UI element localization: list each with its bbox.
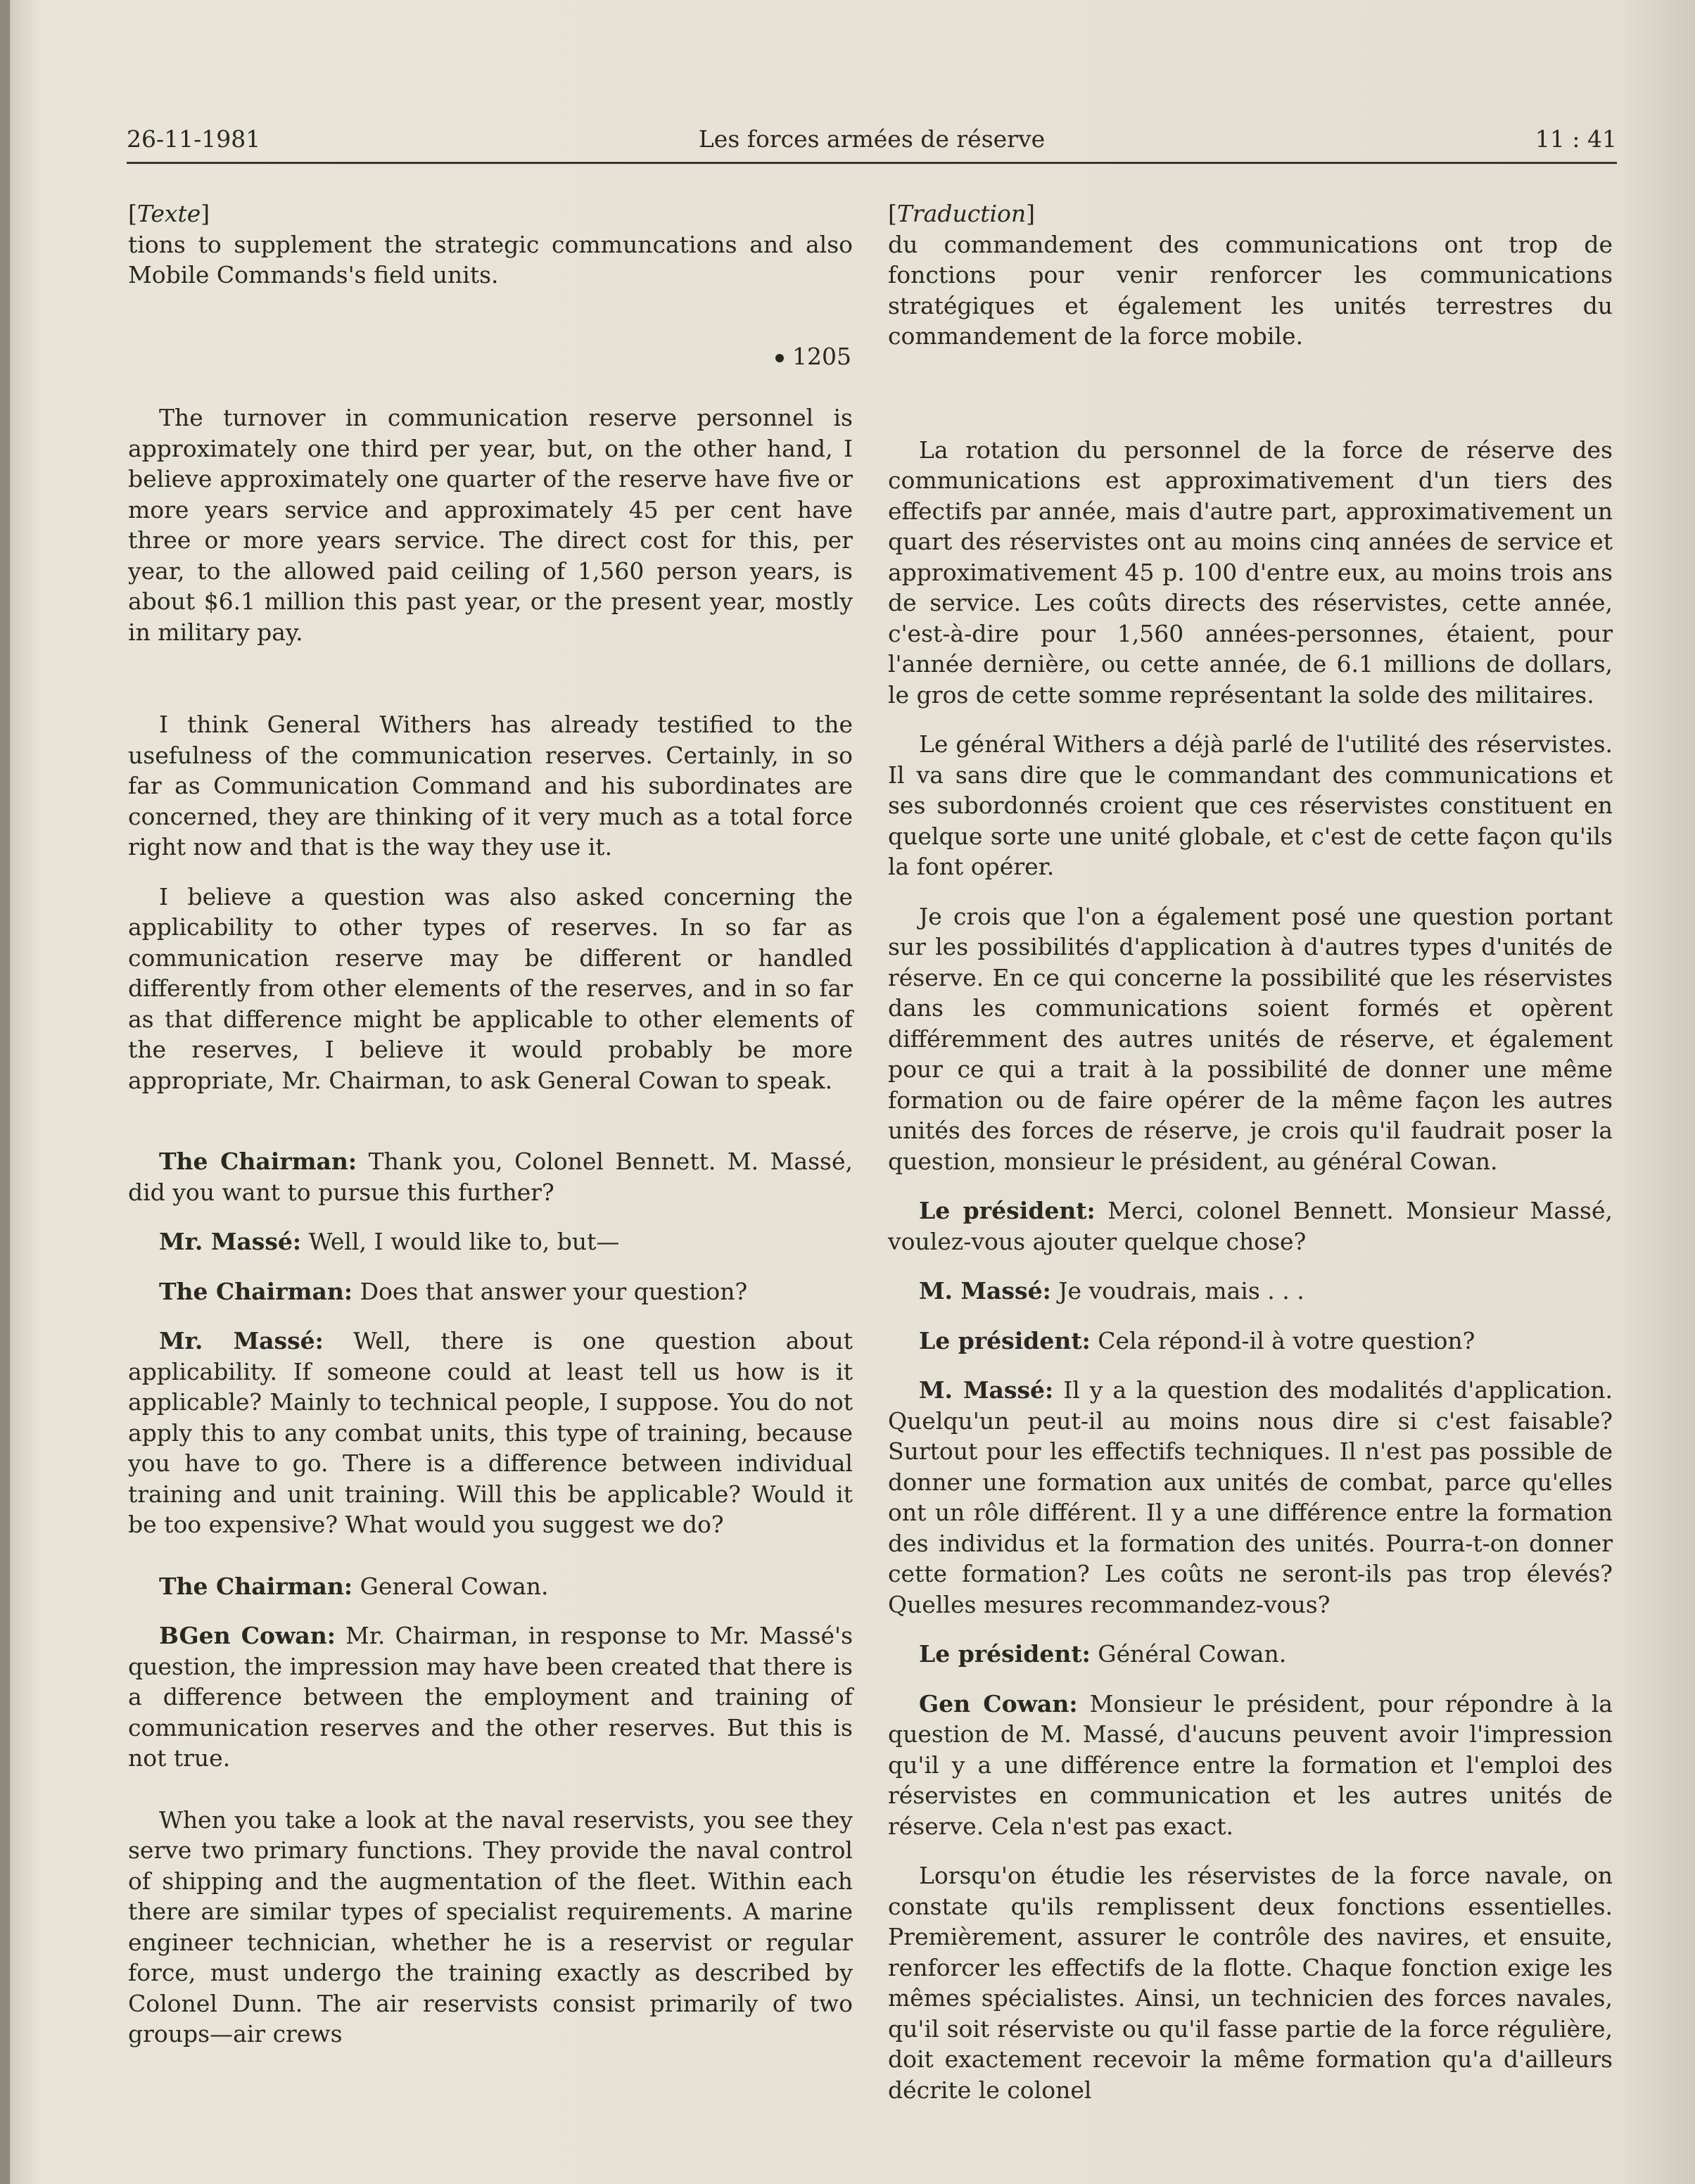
speaker-name: M. Massé:	[919, 1376, 1054, 1404]
speaker-turn: The Chairman: General Cowan.	[159, 1572, 549, 1600]
speaker-turn: The Chairman: Thank you, Colonel Bennett. M. Massé, did you want to pursue this further?	[128, 1148, 853, 1206]
speaker-turn: M. Massé: Il y a la question des modalités d'application. Quelqu'un peut-il au moins nous dire si c'est faisable? Surtout pour les effectifs techniques. Il n'est pas possible de donner une formation aux unités de combat, parce qu'elles ont un rôle différent. Il y a une différence entre la formation des individus et la formation des unités. Pourra-t-on donner cette formation? Les coûts ne seront-ils pas trop élevés? Quelles mesures recommandez-vous?	[888, 1376, 1613, 1618]
language-label-texte: [Texte]	[128, 200, 210, 227]
paragraph: Le général Withers a déjà parlé de l'utilité des réservistes. Il va sans dire que le commandant des communications et ses subordonnés croient que ces réservistes constituent en quelque sorte une unité globale, et c'est de cette façon qu'ils la font opérer.	[888, 730, 1613, 880]
speaker-turn: Mr. Massé: Well, I would like to, but—	[159, 1228, 620, 1255]
speaker-name: Gen Cowan:	[919, 1689, 1078, 1718]
language-label-traduction: [Traduction]	[888, 200, 1036, 227]
header-title: Les forces armées de réserve	[698, 125, 1046, 153]
paragraph: When you take a look at the naval reservists, you see they serve two primary functions. They provide the naval control of shipping and the augmentation of the fleet. Within each there are similar types of specialist requirements. A marine engineer technician, whether he is a reservist or regular force, must undergo the training exactly as described by Colonel Dunn. The air reservists consist primarily of two groups—air crews	[128, 1805, 853, 2048]
speaker-name: M. Massé:	[919, 1277, 1051, 1304]
speaker-name: Le président:	[919, 1197, 1096, 1224]
speaker-name: Mr. Massé:	[159, 1327, 324, 1354]
speaker-name: BGen Cowan:	[159, 1622, 336, 1649]
speaker-turn: Mr. Massé: Well, there is one question about applicability. If someone could at least tell us how is it applicable? Mainly to technical people, I suppose. You do not apply this to any combat units, this type of training, because you have to go. There is a difference between individual training and unit training. Will this be applicable? Would it be too expensive? What would you suggest we do?	[128, 1327, 853, 1538]
speaker-name: Le président:	[919, 1640, 1091, 1668]
page-binding-edge	[0, 0, 10, 2184]
paragraph: Je crois que l'on a également posé une question portant sur les possibilités d'application à d'autres types d'unités de réserve. En ce qui concerne la possibilité que les réservistes dans les communications soient formés et opèrent différemment des autres unités de réserve, et également pour ce qui a trait à la possibilité de donner une même formation ou de faire opérer de la même façon les autres unités des forces de réserve, je crois qu'il faudrait poser la question, monsieur le président, au général Cowan.	[888, 902, 1613, 1175]
bullet-icon	[775, 354, 784, 362]
speaker-name: Le président:	[919, 1326, 1091, 1354]
paragraph: du commandement des communications ont trop de fonctions pour venir renforcer les communications stratégiques et également les unités terrestres du commandement de la force mobile.	[888, 230, 1613, 350]
speaker-turn: Le président: Général Cowan.	[919, 1640, 1287, 1668]
paragraph: Lorsqu'on étudie les réservistes de la force navale, on constate qu'ils remplissent deux fonctions essentielles. Premièrement, assurer le contrôle des navires, et ensuite, renforcer les effectifs de la flotte. Chaque fonction exige les mêmes spécialistes. Ainsi, un technicien des forces navales, qu'il soit réserviste ou qu'il fasse partie de la force régulière, doit exactement recevoir la même formation qu'a d'ailleurs décrite le colonel	[888, 1862, 1613, 2104]
paragraph: I think General Withers has already testified to the usefulness of the communication reserves. Certainly, in so far as Communication Command and his subordinates are concerned, they are thinking of it very much as a total force right now and that is the way they use it.	[128, 711, 853, 861]
paragraph: La rotation du personnel de la force de réserve des communications est approximativement d'un tiers des effectifs par année, mais d'autre part, approximativement un quart des réservistes ont au moins cinq années de service et approximativement 45 p. 100 d'entre eux, au moins trois ans de service. Les coûts directs des réservistes, cette année, c'est-à-dire pour 1,560 années-personnes, étaient, pour l'année dernière, ou cette année, de 6.1 millions de dollars, le gros de cette somme représentant la solde des militaires.	[888, 436, 1613, 709]
speaker-name: The Chairman:	[159, 1277, 353, 1305]
time-marker: 1205	[128, 341, 853, 372]
speaker-turn: Le président: Cela répond-il à votre question?	[919, 1326, 1475, 1354]
paragraph: I believe a question was also asked concerning the applicability to other types of reserves. In so far as communication reserve may be different or handled differently from other elements of the reserves, and in so far as that difference might be applicable to other elements of the reserves, I believe it would probably be more appropriate, Mr. Chairman, to ask General Cowan to speak.	[128, 882, 853, 1094]
speaker-name: The Chairman:	[159, 1148, 357, 1175]
speaker-turn: The Chairman: Does that answer your question?	[159, 1277, 748, 1305]
header-date: 26-11-1981	[127, 125, 261, 153]
speaker-turn: Le président: Merci, colonel Bennett. Monsieur Massé, voulez-vous ajouter quelque chose?	[888, 1197, 1613, 1255]
speaker-turn: BGen Cowan: Mr. Chairman, in response to Mr. Massé's question, the impression may have been created that there is a difference between the employment and training of communication reserves and the other reserves. But this is not true.	[128, 1622, 853, 1772]
speaker-name: The Chairman:	[159, 1572, 353, 1600]
paragraph: The turnover in communication reserve personnel is approximately one third per year, but, on the other hand, I believe approximately one quarter of the reserve have five or more years service and approximately 45 per cent have three or more years service. The direct cost for this, per year, to the allowed paid ceiling of 1,560 person years, is about $6.1 million this past year, or the present year, mostly in military pay.	[128, 404, 853, 646]
running-header	[127, 125, 1617, 164]
header-page-number: 11 : 41	[1535, 125, 1617, 153]
speaker-turn: Gen Cowan: Monsieur le président, pour répondre à la question de M. Massé, d'aucuns peuvent avoir l'impression qu'il y a une différence entre la formation et l'emploi des réservistes en communication et les autres unités de réserve. Cela n'est pas exact.	[888, 1689, 1613, 1840]
speaker-name: Mr. Massé:	[159, 1228, 302, 1255]
paragraph: tions to supplement the strategic communcations and also Mobile Commands's field units.	[128, 230, 853, 288]
speaker-turn: M. Massé: Je voudrais, mais . . .	[919, 1277, 1304, 1304]
french-column	[888, 198, 1613, 2105]
english-column	[128, 198, 853, 2050]
